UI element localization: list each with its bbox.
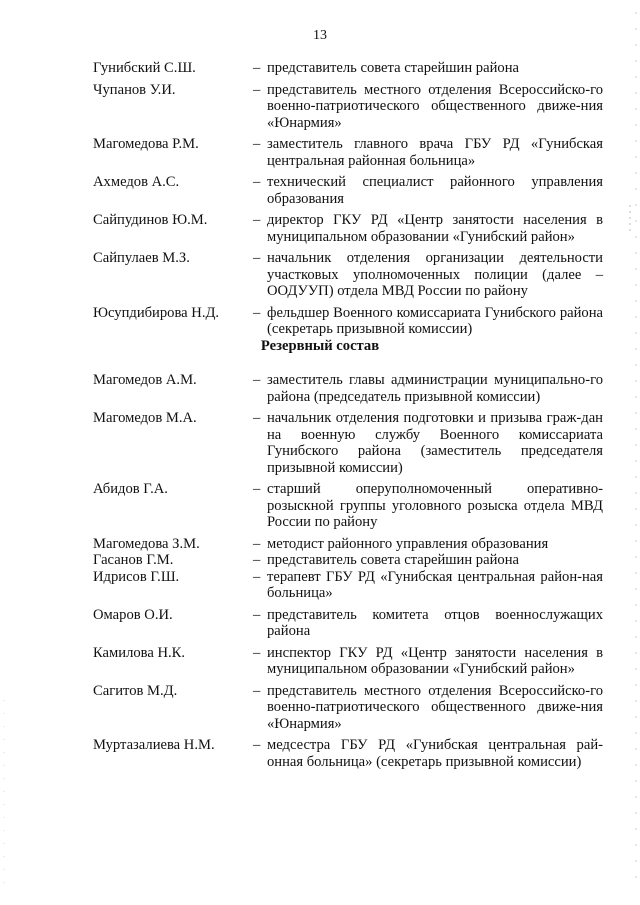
commission-reserve-list [93,372,603,770]
reserve-heading: Резервный состав [260,338,380,354]
member-entry [93,536,603,553]
member-entry [93,645,603,678]
dash: – [253,737,261,753]
member-role: начальник отделения организации деятельности участковых уполномоченных полиции (далее – ООДУУП) отдела МВД России по району [267,250,603,299]
dash: – [253,568,261,585]
member-name: Омаров О.И. [93,606,173,623]
member-entry [93,737,603,770]
member-role: представитель местного отделения Всероссийско-го военно-патриотического общественного движе-ния «Юнармия» [267,682,603,732]
member-name: Магомедов М.А. [93,410,197,426]
member-entry [93,683,603,733]
member-role: представитель комитета отцов военнослужащих района [267,606,603,639]
page-number: 13 [313,28,327,43]
member-role: медсестра ГБУ РД «Гунибская центральная рай-онная больница» (секретарь призывной комиссии) [267,737,603,770]
member-name: Юсупдибирова Н.Д. [93,304,220,321]
dash: – [253,606,261,623]
member-role: представитель совета старейшин района [267,552,519,568]
dash: – [253,535,261,552]
dash: – [253,212,261,228]
member-role: директор ГКУ РД «Центр занятости населения в муниципальном образовании «Гунибский район» [267,212,603,245]
dash: – [253,81,261,98]
member-name: Чупанов У.И. [93,81,176,98]
dash: – [253,682,261,699]
dash: – [253,644,261,661]
dash: – [253,410,261,426]
member-role: заместитель главы администрации муниципально-го района (председатель призывной комиссии) [267,372,603,405]
member-name: Сайпулаев М.З. [93,250,190,266]
member-entry [93,569,603,602]
member-entry [93,481,603,531]
member-role: методист районного управления образования [267,535,549,552]
member-name: Магомедова З.М. [93,535,200,552]
member-entry [93,410,603,476]
member-name: Камилова Н.К. [93,644,186,661]
member-entry [93,136,603,169]
member-role: фельдшер Военного комиссариата Гунибского района (секретарь призывной комиссии) [267,304,603,337]
member-role: терапевт ГБУ РД «Гунибская центральная район-ная больница» [267,568,603,601]
dash: – [253,60,261,76]
member-name: Идрисов Г.Ш. [93,568,180,585]
member-entry [93,552,603,569]
dash: – [253,174,261,190]
dash: – [253,250,261,266]
member-entry [93,174,603,207]
member-name: Магомедов А.М. [93,372,197,388]
member-role: старший оперуполномоченный оперативно-розыскной группы уголовного розыска отдела МВД России по району [267,481,603,530]
member-entry [93,607,603,640]
member-entry [93,212,603,245]
member-entry [93,372,603,405]
member-role: технический специалист районного управления образования [267,174,603,207]
member-name: Сагитов М.Д. [93,682,178,699]
member-name: Ахмедов А.С. [93,174,180,190]
member-name: Абидов Г.А. [93,481,168,497]
member-name: Магомедова Р.М. [93,136,199,152]
dash: – [253,481,261,497]
member-entry [93,250,603,300]
member-role: представитель совета старейшин района [267,60,519,76]
member-name: Муртазалиева Н.М. [93,737,215,753]
member-entry [93,305,603,338]
dash: – [253,136,261,152]
dash: – [253,304,261,321]
member-role: представитель местного отделения Всероссийско-го военно-патриотического общественного движе-ния «Юнармия» [267,81,603,131]
member-entry [93,60,603,77]
member-name: Сайпудинов Ю.М. [93,212,208,228]
member-name: Гунибский С.Ш. [93,60,196,76]
member-role: начальник отделения подготовки и призыва граж-дан на военную службу Военного комиссариата Гунибского района (заместитель председателя призывной комиссии) [267,410,603,476]
member-entry [93,82,603,132]
member-role: заместитель главного врача ГБУ РД «Гунибская центральная районная больница» [267,136,603,169]
member-role: инспектор ГКУ РД «Центр занятости населения в муниципальном образовании «Гунибский район» [267,644,603,677]
dash: – [253,372,261,388]
member-name: Гасанов Г.М. [93,552,174,568]
commission-main-list [93,60,603,338]
dash: – [253,552,261,568]
